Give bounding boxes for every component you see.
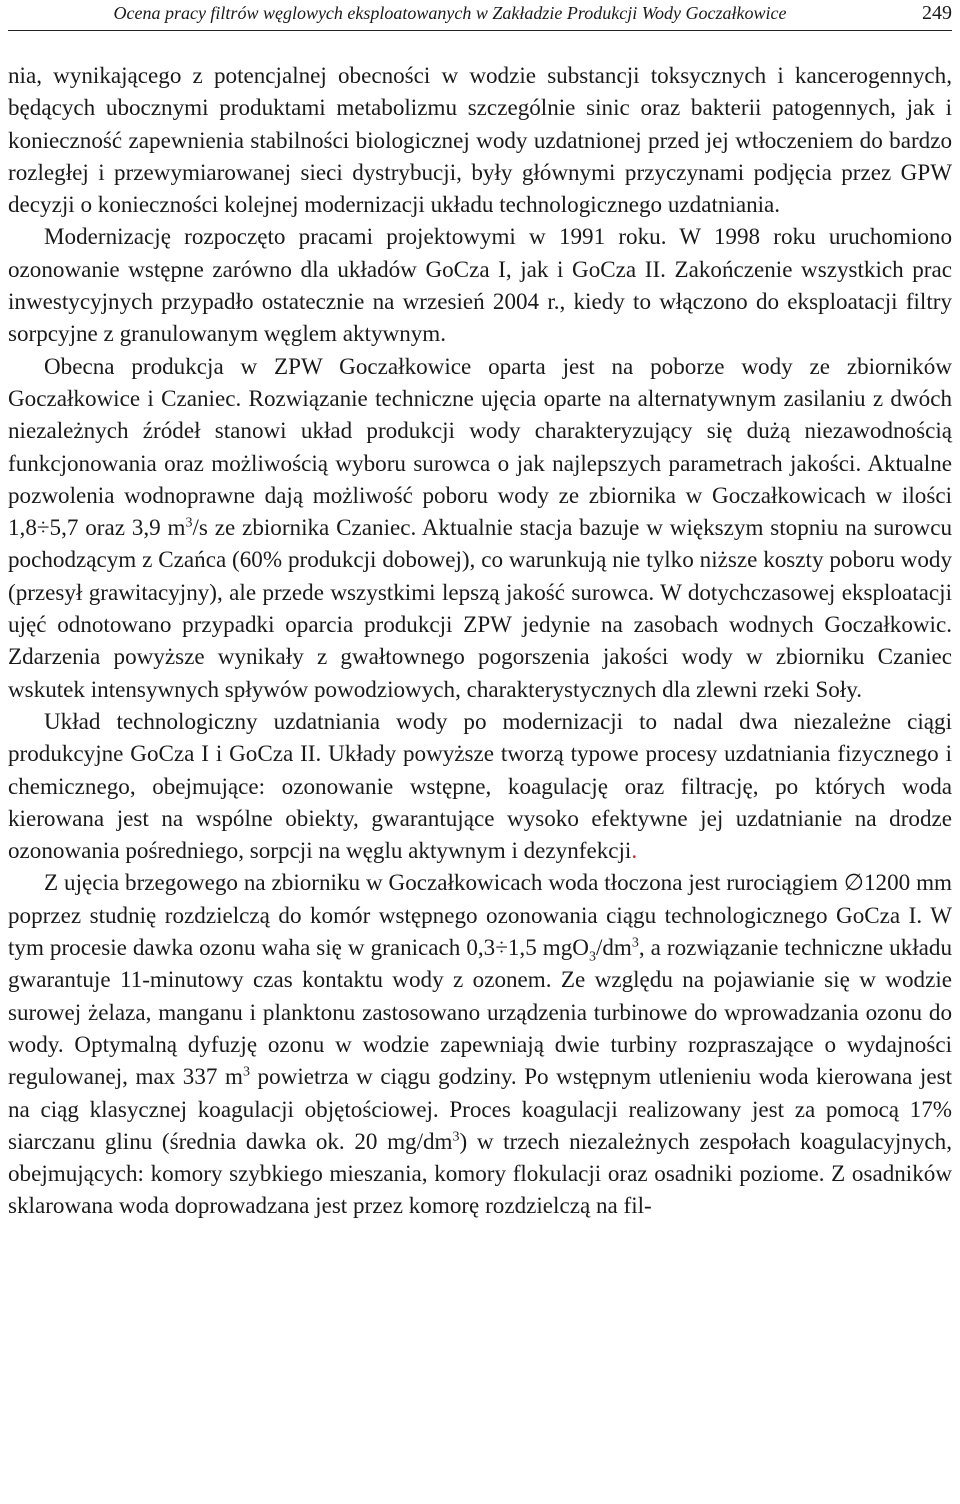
running-header (8, 0, 952, 31)
paragraph-3 (8, 350, 952, 705)
running-title: Ocena pracy filtrów węglowych eksploatowanych w Zakładzie Produkcji Wody Goczałkowice (113, 3, 787, 23)
paragraph-2 (8, 220, 952, 349)
body-text (8, 59, 952, 1222)
paragraph-5 (8, 866, 952, 1221)
paragraph-3-text-a: Obecna produkcja w ZPW Goczałkowice oparta jest na poborze wody ze zbiorników Goczałkowice i Czaniec. Rozwiązanie techniczne ujęcia oparte na alternatywnym zasilaniu z dwóch niezależnych źródeł stanowi układ produkcji wody charakteryzujący się dużą niezawodnością funkcjonowania oraz możliwością wyboru surowca o jak najlepszych parametrach jakości. Aktualne pozwolenia wodnoprawne dają możliwość poboru wody ze zbiornika w Goczałkowicach w ilości 1,8÷5,7 oraz 3,9 m (8, 352, 952, 541)
paragraph-4-text: Układ technologiczny uzdatniania wody po modernizacji to nadal dwa niezależne ciągi produkcyjne GoCza I i GoCza II. Układy powyższe tworzą typowe procesy uzdatniania fizycznego i chemicznego, obejmujące: ozonowanie wstępne, koagulację oraz filtrację, po których woda kierowana jest na wspólne obiekty, gwarantujące wysoko efektywne jej uzdatnianie na drodze ozonowania pośredniego, sorpcji na węglu aktywnym i dezynfekcji (8, 707, 952, 864)
superscript-cubic-3: 3 (452, 1129, 460, 1145)
paragraph-5-text-c: , a rozwiązanie techniczne układu gwarantuje 11-minutowy czas kontaktu wody z ozonem. Ze względu na pojawianie się w wodzie surowej żelaza, manganu i planktonu zastosowano urządzenia turbinowe do wprowadzania ozonu do wody. Optymalną dyfuzję ozonu w wodzie zapewniają dwie turbiny rozpraszające o wydajności regulowanej, max 337 m (8, 934, 952, 1090)
subscript-ozone: 3 (588, 949, 596, 965)
paragraph-5-text-b: /dm (595, 934, 632, 961)
paragraph-5-text-d: powietrza w ciągu godziny. Po wstępnym utlenieniu woda kierowana jest na ciąg klasycznej koagulacji objętościowej. Proces koagulacji realizowany jest za pomocą 17% siarczanu glinu (średnia dawka ok. 20 mg/dm (8, 1063, 952, 1154)
paragraph-1-text: nia, wynikającego z potencjalnej obecności w wodzie substancji toksycznych i kancerogennych, będących ubocznymi produktami metabolizmu szczególnie sinic oraz bakterii patogennych, jak i konieczność zapewnienia stabilności biologicznej wody uzdatnionej przed jej wtłoczeniem do bardzo rozległej i przewymiarowanej sieci dystrybucji, były głównymi przyczynami podjęcia przez GPW decyzji o konieczności kolejnej modernizacji układu technologicznego uzdatniania. (8, 62, 952, 218)
paragraph-1 (8, 59, 952, 220)
paragraph-2-text: Modernizację rozpoczęto pracami projektowymi w 1991 roku. W 1998 roku uruchomiono ozonowanie wstępne zarówno dla układów GoCza I, jak i GoCza II. Zakończenie wszystkich prac inwestycyjnych przypadło ostatecznie na wrzesień 2004 r., kiedy to włączono do eksploatacji filtry sorpcyjne z granulowanym węglem aktywnym. (8, 223, 952, 347)
superscript-cubic: 3 (185, 515, 193, 531)
paragraph-4 (8, 705, 952, 866)
paragraph-3-text-b: /s ze zbiornika Czaniec. Aktualnie stacja bazuje w większym stopniu na surowcu pochodzącym z Czańca (60% produkcji dobowej), co warunkują nie tylko niższe koszty poboru wody (przesył grawitacyjny), ale przede wszystkimi lepszą jakość surowca. W dotychczasowej eksploatacji ujęć odnotowano przypadki oparcia produkcji ZPW jedynie na zasobach wodnych Goczałkowic. Zdarzenia powyższe wynikały z gwałtownego pogorszenia jakości wody w zbiorniku Czaniec wskutek intensywnych spływów powodziowych, charakterystycznych dla zlewni rzeki Soły. (8, 514, 952, 702)
page-number: 249 (922, 2, 952, 24)
paragraph-4-end-mark: . (631, 837, 638, 864)
superscript-cubic-2: 3 (242, 1064, 250, 1080)
paragraph-5-text-e: ) w trzech niezależnych zespołach koagulacyjnych, obejmujących: komory szybkiego mieszania, komory flokulacji oraz osadniki poziome. Z osadników sklarowana woda doprowadzana jest przez komorę rozdzielczą na fil- (8, 1127, 952, 1219)
superscript-cubic-1: 3 (631, 935, 639, 951)
paragraph-5-text-a: Z ujęcia brzegowego na zbiorniku w Goczałkowicach woda tłoczona jest rurociągiem ∅1200 mm poprzez studnię rozdzielczą do komór wstępnego ozonowania ciągu technologicznego GoCza I. W tym procesie dawka ozonu waha się w granicach 0,3÷1,5 mgO (8, 869, 952, 961)
